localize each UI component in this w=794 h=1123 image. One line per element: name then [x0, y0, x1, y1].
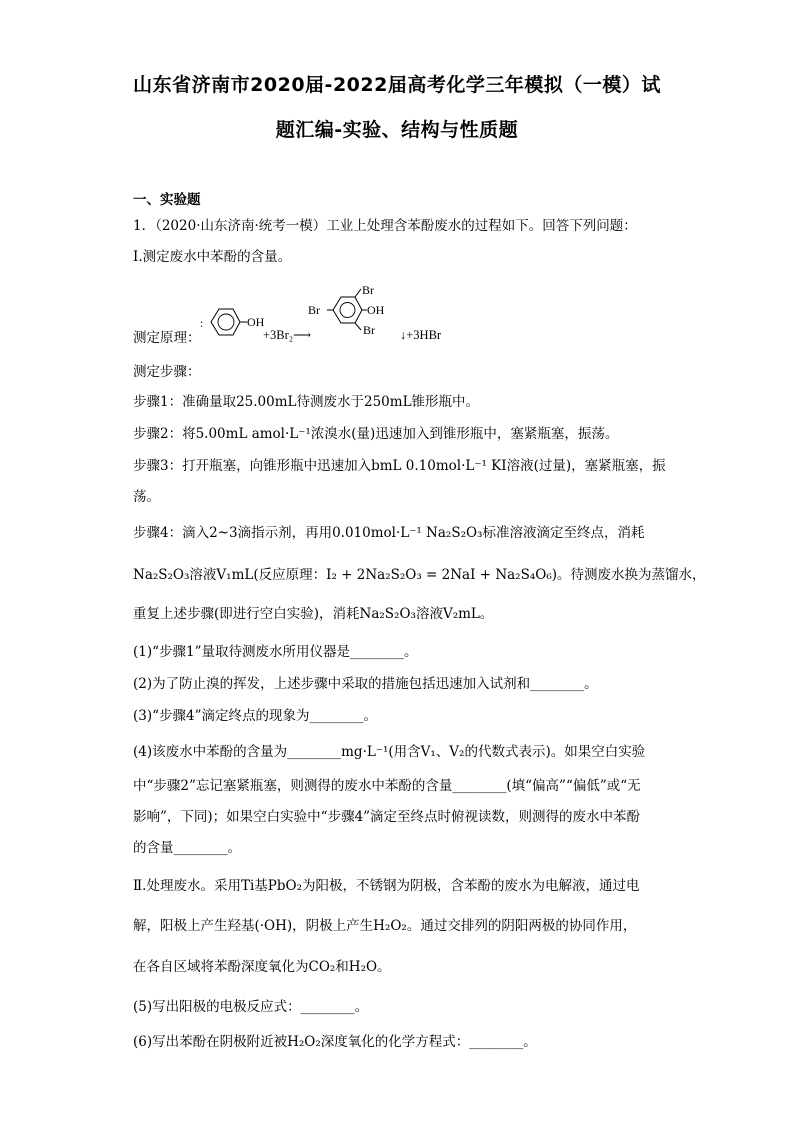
- question-5: (5)写出阳极的电极反应式：________。: [133, 999, 369, 1015]
- section-heading: 一、实验题: [133, 192, 201, 208]
- document-title-line1: 山东省济南市2020届-2022届高考化学三年模拟（一模）试: [133, 74, 661, 96]
- question-intro: 1．（2020·山东济南·统考一模）工业上处理含苯酚废水的过程如下。回答下列问题：: [133, 218, 637, 234]
- tribromophenol-aromatic-circle: [340, 303, 355, 318]
- reaction-product: ↓+3HBr: [400, 328, 442, 342]
- step-3-line2: 荡。: [133, 489, 160, 505]
- bromine-reagent: +3Br₂⟶: [263, 328, 312, 342]
- question-4-line3: 影响”，下同)；如果空白实验中“步骤4”滴定至终点时俯视读数，则测得的废水中苯酚: [133, 809, 641, 825]
- colon-mark: :: [200, 316, 204, 330]
- question-4-line1: (4)该废水中苯酚的含量为________mg·L⁻¹(用含V₁、V₂的代数式表示)。如果空白实验: [133, 744, 646, 760]
- question-4-line2: 中“步骤2”忘记塞紧瓶塞，则测得的废水中苯酚的含量________(填“偏高”“偏低”或“无: [133, 778, 641, 794]
- step-4-line2: Na₂S₂O₃溶液V₁mL(反应原理：I₂ + 2Na₂S₂O₃ = 2NaI + Na₂S₄O₆)。待测废水换为蒸馏水，: [133, 567, 706, 583]
- step-2: 步骤2：将5.00mL amol·L⁻¹浓溴水(量)迅速加入到锥形瓶中，塞紧瓶塞，振荡。: [133, 426, 619, 442]
- question-2: (2)为了防止溴的挥发，上述步骤中采取的措施包括迅速加入试剂和________。: [133, 676, 598, 692]
- br-left-label: Br: [308, 303, 320, 317]
- tribromophenol-ring: [333, 297, 362, 323]
- phenol-aromatic-circle: [218, 314, 234, 330]
- question-1: (1)“步骤1”量取待测废水所用仪器是________。: [133, 644, 418, 660]
- oh-label: OH: [367, 303, 385, 317]
- phenol-ring: [211, 309, 240, 335]
- steps-label: 测定步骤：: [133, 364, 201, 380]
- reaction-scheme: [195, 282, 455, 352]
- principle-label: 测定原理：: [133, 330, 201, 346]
- step-3-line1: 步骤3：打开瓶塞，向锥形瓶中迅速加入bmL 0.10mol·L⁻¹ KI溶液(过量)，塞紧瓶塞，振: [133, 458, 666, 474]
- question-4-line4: 的含量________。: [133, 840, 241, 856]
- question-6: (6)写出苯酚在阴极附近被H₂O₂深度氧化的化学方程式：________。: [133, 1034, 537, 1050]
- step-1: 步骤1：准确量取25.00mL待测废水于250mL锥形瓶中。: [133, 394, 480, 410]
- part2-line1: Ⅱ.处理废水。采用Ti基PbO₂为阳极，不锈钢为阴极，含苯酚的废水为电解液，通过电: [133, 878, 640, 894]
- part2-line2: 解，阳极上产生羟基(·OH)，阴极上产生H₂O₂。通过交排列的阴阳两极的协同作用，: [133, 918, 637, 934]
- br-top-label: Br: [362, 283, 374, 297]
- part1-label: Ⅰ.测定废水中苯酚的含量。: [133, 249, 292, 265]
- document-title-line2: 题汇编-实验、结构与性质题: [275, 119, 519, 141]
- step-4-line1: 步骤4：滴入2~3滴指示剂，再用0.010mol·L⁻¹ Na₂S₂O₃标准溶液滴定至终点，消耗: [133, 525, 645, 541]
- step-4-line3: 重复上述步骤(即进行空白实验)，消耗Na₂S₂O₃溶液V₂mL。: [133, 606, 494, 622]
- part2-line3: 在各自区域将苯酚深度氧化为CO₂和H₂O。: [133, 959, 391, 975]
- question-3: (3)“步骤4”滴定终点的现象为________。: [133, 708, 378, 724]
- br-bottom-label: Br: [363, 323, 375, 337]
- phenol-oh-label: OH: [247, 315, 265, 329]
